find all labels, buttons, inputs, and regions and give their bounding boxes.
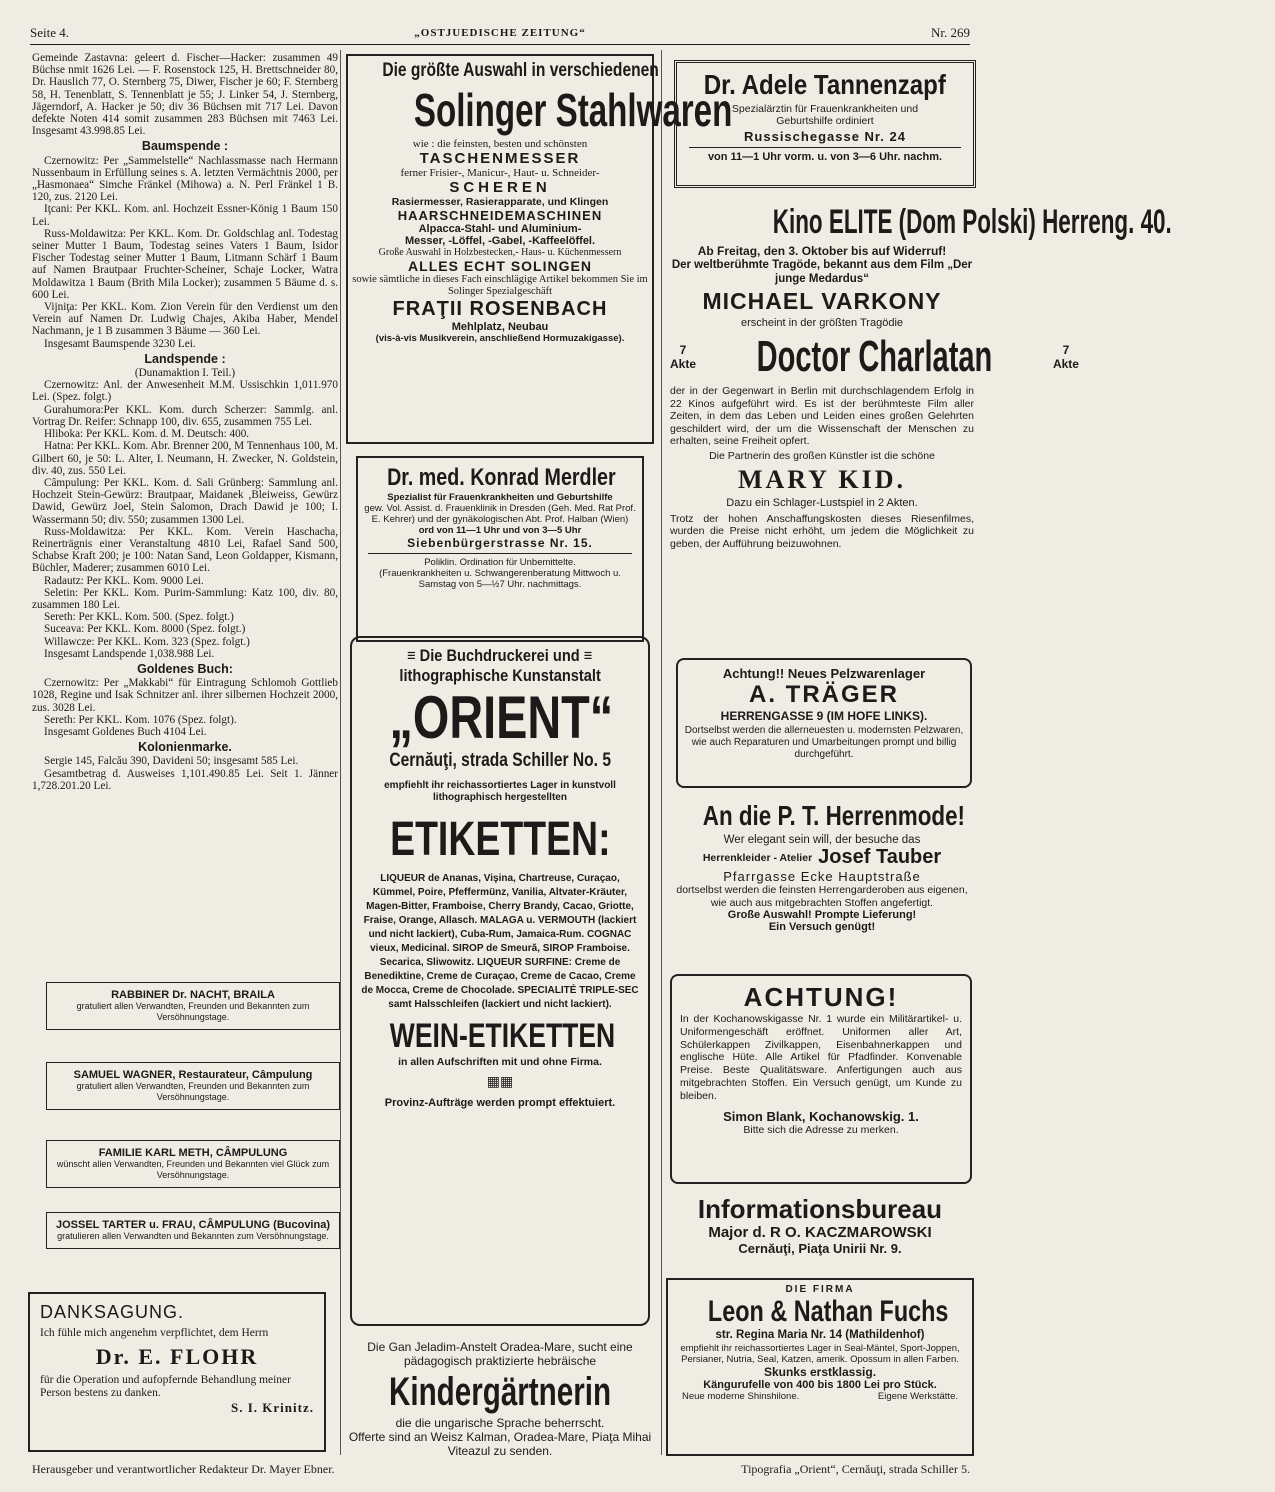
- kino-actor: MICHAEL VARKONY: [702, 288, 942, 314]
- danksagung-title: DANKSAGUNG.: [40, 1302, 185, 1322]
- kino-title: Kino ELITE (Dom Polski) Herreng. 40.: [772, 203, 1172, 241]
- greeting-title: FAMILIE KARL METH, CÂMPULUNG: [98, 1147, 288, 1159]
- report-paragraph: Russ-Moldawitza: Per KKL. Kom. Dr. Goldschlag anl. Todestag seiner Mutter 1 Baum, Todestag seines Vaters 1 Baum, Isidor Fischer Todestag seiner Mutter 1 Baum, Litmann Schärf 1 Baum auf Namen Brautpaar Fruchter-Scheiner, Schaje Locker, Watra Moldawitza 1 Baum (Brith Mila Locker); zusammen 5 Bäume d. s. 600 Lei.: [32, 227, 338, 301]
- solinger-text: Große Auswahl in Holzbestecken,- Haus- u. Küchenmessern: [378, 247, 622, 258]
- solinger-text: Mehlplatz, Neubau: [451, 321, 549, 333]
- tauber-text: Wer elegant sein will, der besuche das: [723, 834, 921, 846]
- report-paragraph: Câmpulung: Per KKL. Kom. d. Sali Grünberg: Sammlung anl. Hochzeit Stein-Gewürz: Brautpaar, Maidanek ,Bleiweiss, Gewürz Dawid, Gewürz Joel, Stein Salomon, Drach Dawid je 100; I. Wassermann 50; div. 550; zusammen 1300 Lei.: [32, 476, 338, 526]
- masthead-rule: [30, 44, 970, 45]
- traeger-text: Achtung!! Neues Pelzwarenlager: [722, 666, 926, 681]
- solinger-text: Rasiermesser, Rasierapparate, und Klingen: [391, 196, 609, 208]
- greeting-text: gratuliert allen Verwandten, Freunden und Bekannten zum Versöhnungstage.: [76, 1001, 310, 1022]
- section-subheading: (Dunamaktion I. Teil.): [134, 367, 236, 380]
- merdler-text: gew. Vol. Assist. d. Frauenklinik in Dresden (Geh. Med. Rat Prof. E. Kehrer) und der gynäkologischen Abt. Prof. Halban (Wien): [364, 503, 636, 525]
- ornament-icon: ▦▦: [486, 1075, 514, 1090]
- column-rule: [661, 50, 662, 1455]
- merdler-text: ord von 11—1 Uhr und von 3—5 Uhr: [418, 525, 582, 536]
- merdler-address: Siebenbürgerstrasse Nr. 15.: [407, 536, 593, 550]
- report-paragraph: Insgesamt Baumspende 3230 Lei.: [44, 337, 196, 350]
- greeting-ad: [46, 982, 340, 1030]
- fuchs-text: Neue moderne Shinshilone.: [682, 1391, 800, 1402]
- section-heading: Goldenes Buch:: [137, 661, 233, 676]
- report-paragraph: Czernowitz: Per „Makkabi“ für Eintragung Schlomoh Gottlieb 1028, Regine und Isak Schnitzer anl. ihrer silbernen Hochzeit 2000, zus. 3028 Lei.: [32, 677, 338, 714]
- report-paragraph: Gurahumora:Per KKL. Kom. durch Scherzer: Sammlg. anl. Vortrag Dr. Reifer: Schnapp 100, div. 655, zusammen 755 Lei.: [32, 403, 338, 428]
- blank-text: Bitte sich die Adresse zu merken.: [743, 1123, 899, 1136]
- greeting-text: gratulieren allen Verwandten und Bekannten zum Versöhnungstage.: [57, 1231, 329, 1241]
- danksagung-ad: [28, 1292, 326, 1452]
- solinger-text: HAARSCHNEIDEMASCHINEN: [397, 208, 603, 223]
- greeting-ad: [46, 1062, 340, 1110]
- blank-text: In der Kochanowskigasse Nr. 1 wurde ein Militärartikel- u. Uniformengeschäft eröffnet. Uniformen aller Art, Schülerkappen Zivilkappen, Eisenbahnerkappen und englische Hüte. Alle Artikel für Pfadfinder. Konvenable Preise. Beste Qualitätsware. Anfertigungen auch aus mitgebrachten Stoffen. Ein Versuch genügt, um Kunde zu bleiben.: [680, 1013, 962, 1102]
- info-text: Major d. R O. KACZMAROWSKI: [708, 1224, 932, 1241]
- report-paragraph: Suceava: Per KKL. Kom. 8000 (Spez. folgt.): [44, 623, 246, 636]
- tauber-text: Ein Versuch genügt!: [768, 921, 876, 933]
- greeting-text: gratuliert allen Verwandten, Freunden und Bekannten zum Versöhnungstage.: [76, 1081, 310, 1102]
- kino-text: Ab Freitag, den 3. Oktober bis auf Widerruf!: [697, 244, 947, 258]
- kinder-title: Kindergärtnerin: [388, 1370, 612, 1414]
- divider: [689, 147, 961, 148]
- solinger-title: Solinger Stahlwaren: [413, 84, 733, 136]
- report-paragraph: Seletin: Per KKL. Kom. Purim-Sammlung: Katz 100, div. 80, zusammen 180 Lei.: [32, 586, 338, 611]
- merdler-text: Poliklin. Ordination für Unbemittelte.: [424, 557, 576, 568]
- newspaper-title: „OSTJUEDISCHE ZEITUNG“: [414, 27, 586, 39]
- report-paragraph: Sereth: Per KKL. Kom. 500. (Spez. folgt.): [44, 611, 234, 624]
- greeting-ad: [46, 1140, 340, 1188]
- danksagung-signature: S. I. Krinitz.: [231, 1400, 314, 1415]
- kino-film-row: [670, 329, 1079, 385]
- traeger-text: Dortselbst werden die allerneuesten u. modernsten Pelzwaren, wie auch Reparaturen und Umarbeitungen prompt und billig durchgeführt.: [684, 725, 964, 760]
- report-paragraph: Gesamtbetrag d. Ausweises 1,101.490.85 Lei. Seit 1. Jänner 1,728.201.20 Lei.: [32, 767, 338, 792]
- donation-report: [32, 52, 338, 792]
- solinger-text: sowie sämtliche in dieses Fach einschlägige Artikel bekommen Sie im Solinger Spezialgeschäft: [352, 274, 648, 297]
- fuchs-text: DIE FIRMA: [785, 1284, 855, 1295]
- section-heading: Landspende :: [144, 351, 226, 366]
- report-paragraph: Insgesamt Landspende 1,038.988 Lei.: [44, 647, 215, 660]
- issue-number: Nr. 269: [931, 25, 970, 40]
- report-paragraph: Gemeinde Zastavna: geleert d. Fischer—Hacker: zusammen 49 Büchse nmit 1626 Lei. — F. Rosenstock 125, H. Brettschneider 80, Dr. Hauslich 77, O. Sternberg 75, Diwer, Fischer je 60; F. Sternberg 58, H. Tenenblatt, S. Tennenblatt je 55; J. Linker 54, J. Sternberg, Jägerndorf, A. Hacker je 50; div 36 Büchsen mit 717 Lei. Davon defekte Noten 414 somit zusammen 283 Büchsen mit 7463 Lei. Insgesamt 43.998.85 Lei.: [32, 52, 338, 138]
- kino-text: erscheint in der größten Tragödie: [740, 317, 904, 329]
- tauber-title: An die P. T. Herrenmode!: [702, 800, 966, 831]
- column-right: [664, 52, 1172, 1462]
- kino-text: Dazu ein Schlager-Lustspiel in 2 Akten.: [726, 496, 918, 509]
- blank-name: Simon Blank, Kochanowskig. 1.: [723, 1108, 919, 1124]
- orient-list: LIQUEUR de Ananas, Vişina, Chartreuse, Curaçao, Kümmel, Poire, Pfeffermünz, Vanilia, Altvater-Kräuter, Magen-Bitter, Framboise, Cherry Brandy, Cacao, Griotte, Fraise, Orange, Allasch. MALAGA u. VERMOUTH (lackiert und nicht lackiert), Cuba-Rum, Jamaica-Rum. COGNAC vieux, Medicinal. SIROP de Smeură, SIROP Framboise. Secarica, Sliwowitz. LIQUEUR SURFINE: Creme de Benediktine, Creme de Curaçao, Creme de Cacao, Creme de Mocca, Creme de Chocolade. SPECIALITÉ TRIPLE-SEC samt Halsschleifen (lackiert und nicht lackiert).: [361, 873, 639, 1010]
- merdler-name: Dr. med. Konrad Merdler: [387, 464, 616, 491]
- tauber-ad: [668, 798, 976, 968]
- greeting-text: wünscht allen Verwandten, Freunden und Bekannten viel Glück zum Versöhnungstage.: [56, 1159, 330, 1180]
- kino-elite-ad: [668, 200, 1172, 690]
- kino-text: Die Partnerin des großen Künstler ist die schöne: [709, 449, 935, 462]
- solinger-text: wie : die feinsten, besten und schönsten: [412, 138, 588, 150]
- divider: [368, 553, 632, 554]
- orient-ad: [350, 636, 650, 1326]
- kino-actress: MARY KID.: [737, 464, 907, 494]
- blank-ad: [670, 974, 972, 1184]
- fuchs-address: str. Regina Maria Nr. 14 (Mathildenhof): [715, 1329, 925, 1341]
- traeger-address: HERRENGASSE 9 (IM HOFE LINKS).: [720, 709, 928, 723]
- tauber-text: Große Auswahl! Prompte Lieferung!: [727, 909, 917, 921]
- kinder-text: Offerte sind an Weisz Kalman, Oradea-Mare, Piaţa Mihai Viteazul zu senden.: [348, 1430, 652, 1458]
- danksagung-text: Ich fühle mich angenehm verpflichtet, dem Herrn: [40, 1327, 269, 1339]
- section-heading: Baumspende :: [141, 139, 229, 154]
- tannenzapf-address: Russischegasse Nr. 24: [744, 129, 906, 144]
- kino-akte: 7 Akte: [1052, 343, 1079, 371]
- traeger-ad: [676, 658, 972, 788]
- tannenzapf-ad: [674, 60, 976, 188]
- report-paragraph: Czernowitz: Per „Sammelstelle“ Nachlassmasse nach Hermann Nussenbaum in Erfüllung seines s. A. letzten Vermächtnis 2000, per „Hasmonaea“ Simche Fränkel (Mihowa) a. N. Perl Fränkel 1 B. 120, zus. 2120 Lei.: [32, 154, 338, 204]
- report-paragraph: Sergie 145, Falcău 390, Davideni 50; insgesamt 585 Lei.: [44, 755, 299, 768]
- orient-title: „ORIENT“: [389, 684, 614, 751]
- tauber-address: Pfarrgasse Ecke Hauptstraße: [723, 869, 921, 884]
- danksagung-name: Dr. E. FLOHR: [95, 1344, 259, 1369]
- column-left: [28, 52, 340, 1462]
- footer-printer: Tipografia „Orient“, Cernăuţi, strada Schiller 5.: [741, 1462, 970, 1476]
- merdler-text: Spezialist für Frauenkrankheiten und Geburtshilfe: [387, 492, 613, 503]
- greeting-title: RABBINER Dr. NACHT, BRAILA: [111, 989, 275, 1001]
- greeting-title: SAMUEL WAGNER, Restaurateur, Câmpulung: [73, 1069, 313, 1081]
- merdler-text: (Frauenkrankheiten u. Schwangerenberatung Mittwoch u. Samstag von 5—½7 Uhr. nachmittags.: [379, 568, 621, 590]
- solinger-text: TASCHENMESSER: [419, 150, 581, 167]
- traeger-name: A. TRÄGER: [749, 681, 899, 708]
- column-rule: [340, 50, 341, 1455]
- fuchs-footer-row: [674, 1391, 966, 1402]
- report-paragraph: Radautz: Per KKL. Kom. 9000 Lei.: [44, 574, 204, 587]
- footer-publisher: Herausgeber und verantwortlicher Redakteur Dr. Mayer Ebner.: [32, 1462, 335, 1476]
- report-paragraph: Hatna: Per KKL. Kom. Abr. Brenner 200, M Tennenhaus 100, M. Gilbert 60, je 50: L. Alter, I. Neumann, H. Zwecker, N. Goldstein, div. 40, zus. 550 Lei.: [32, 440, 338, 477]
- kino-text: der in der Gegenwart in Berlin mit durchschlagendem Erfolg in 22 Kinos aufgeführt wird. Es ist der berühmteste Film aller Zeiten, in dem das Leben und Leiden eines großen Gelehrten geschildert wird, der um die Wissenschaft der Menschen zu erhalten, seine Freiheit opfert.: [670, 385, 974, 447]
- tauber-name: Josef Tauber: [818, 846, 942, 868]
- kinder-text: die die ungarische Sprache beherrscht.: [395, 1416, 605, 1430]
- report-paragraph: Willawcze: Per KKL. Kom. 323 (Spez. folgt.): [44, 635, 250, 648]
- tauber-atelier-row: [670, 846, 974, 869]
- report-paragraph: Vijniţa: Per KKL. Kom. Zion Verein für den Verdienst um den Verein auf Namen Dr. Ludwig Chajes, Akiba Haber, Mendel Nachmann, je 1 B zusammen 3 Bäume — 360 Lei.: [32, 301, 338, 338]
- danksagung-text: für die Operation und aufopfernde Behandlung meiner Person bestens zu danken.: [40, 1374, 291, 1399]
- report-paragraph: Insgesamt Goldenes Buch 4104 Lei.: [44, 725, 207, 738]
- orient-text: ≡ Die Buchdruckerei und ≡: [407, 646, 593, 665]
- report-paragraph: Hliboka: Per KKL. Kom. d. M. Deutsch: 400.: [44, 428, 250, 441]
- kino-film-title: Doctor Charlatan: [756, 332, 993, 381]
- report-paragraph: Czernowitz: Anl. der Anwesenheit M.M. Ussischkin 1,011.970 Lei. (Spez. folgt.): [32, 379, 338, 404]
- masthead: [30, 24, 970, 42]
- orient-etiketten: ETIKETTEN:: [389, 813, 611, 866]
- info-title: Informationsbureau: [697, 1194, 943, 1224]
- kino-text: Der weltberühmte Tragöde, bekannt aus dem Film „Der junge Medardus“: [671, 259, 973, 285]
- report-paragraph: Sereth: Per KKL. Kom. 1076 (Spez. folgt).: [44, 713, 237, 726]
- tauber-text: Herrenkleider - Atelier: [702, 851, 813, 864]
- solinger-headline: Die größte Auswahl in verschiedenen: [382, 60, 659, 81]
- solinger-text: (vis-à-vis Musikverein, anschließend Hormuzakigasse).: [375, 333, 625, 344]
- info-address: Cernăuţi, Piaţa Unirii Nr. 9.: [738, 1241, 902, 1256]
- solinger-text: Alpacca-Stahl- und Aluminium-: [418, 223, 582, 235]
- report-paragraph: Russ-Moldawitza: Per KKL. Kom. Verein Haschacha, Reinerträgnis einer Veranstaltung 4810 Lei, Rafael Sand 500, Schabse Kraft 200; je 100: Natan Sand, Leon Goldapper, Kismann, Büchler, Maderer; zusammen 6010 Lei.: [32, 525, 338, 575]
- kinder-text: Die Gan Jeladim-Anstelt Oradea-Mare, sucht eine pädagogisch praktizierte hebräische: [367, 1340, 633, 1368]
- fuchs-name: Leon & Nathan Fuchs: [707, 1295, 949, 1328]
- fuchs-text: empfiehlt ihr reichassortiertes Lager in Seal-Mäntel, Sport-Joppen, Persianer, Nutria, Seal, Katzen, amerik. Opossum in allen Farben.: [680, 1343, 960, 1365]
- orient-text: lithographische Kunstanstalt: [399, 666, 601, 685]
- blank-title: ACHTUNG!: [743, 982, 899, 1012]
- solinger-text: ferner Frisier-, Manicur-, Haut- u. Schneider-: [400, 167, 600, 179]
- tannenzapf-text: Spezialärztin für Frauenkrankheiten und Geburtshilfe ordiniert: [731, 103, 919, 127]
- orient-text: in allen Aufschriften mit und ohne Firma.: [398, 1056, 602, 1068]
- fuchs-ad: [666, 1278, 974, 1456]
- solinger-text: ALLES ECHT SOLINGEN: [408, 258, 592, 274]
- fuchs-text: Skunks erstklassig.: [763, 1365, 877, 1379]
- tauber-text: dortselbst werden die feinsten Herrengarderoben aus eigenen, wie auch aus mitgebrachten Stoffen angefertigt.: [676, 884, 968, 909]
- orient-text: Provinz-Aufträge werden prompt effektuiert.: [384, 1097, 616, 1109]
- solinger-firm: FRAŢII ROSENBACH: [392, 298, 608, 320]
- orient-text: empfiehlt ihr reichassortiertes Lager in kunstvoll lithographisch hergestellten: [384, 780, 616, 803]
- solinger-text: SCHEREN: [449, 179, 551, 196]
- section-heading: Kolonienmarke.: [138, 740, 232, 755]
- kindergaertnerin-ad: [346, 1338, 654, 1458]
- merdler-ad: [356, 456, 644, 642]
- tannenzapf-name: Dr. Adele Tannenzapf: [703, 69, 947, 100]
- fuchs-text: Kängurufelle von 400 bis 1800 Lei pro Stück.: [703, 1379, 937, 1391]
- kino-text: Trotz der hohen Anschaffungskosten dieses Riesenfilmes, wurden die Preise nicht erhöht, um jedem die Möglichkeit zu geben, der Aufführung beizuwohnen.: [670, 512, 974, 550]
- report-paragraph: Iţcani: Per KKL. Kom. anl. Hochzeit Essner-König 1 Baum 150 Lei.: [32, 203, 338, 228]
- orient-wein-etiketten: WEIN-ETIKETTEN: [389, 1017, 616, 1055]
- greeting-ad: [46, 1212, 340, 1249]
- fuchs-text: Eigene Werkstätte.: [877, 1391, 958, 1402]
- kino-akte: 7 Akte: [670, 343, 697, 371]
- page-number: Seite 4.: [30, 25, 69, 40]
- greeting-title: JOSSEL TARTER u. FRAU, CÂMPULUNG (Bucovina): [56, 1219, 330, 1231]
- tannenzapf-hours: von 11—1 Uhr vorm. u. von 3—6 Uhr. nachm.: [707, 151, 943, 163]
- info-bureau-ad: [664, 1194, 976, 1268]
- solinger-text: Messer, -Löffel, -Gabel, -Kaffeelöffel.: [404, 235, 596, 247]
- orient-address: Cernăuţi, strada Schiller No. 5: [389, 750, 611, 771]
